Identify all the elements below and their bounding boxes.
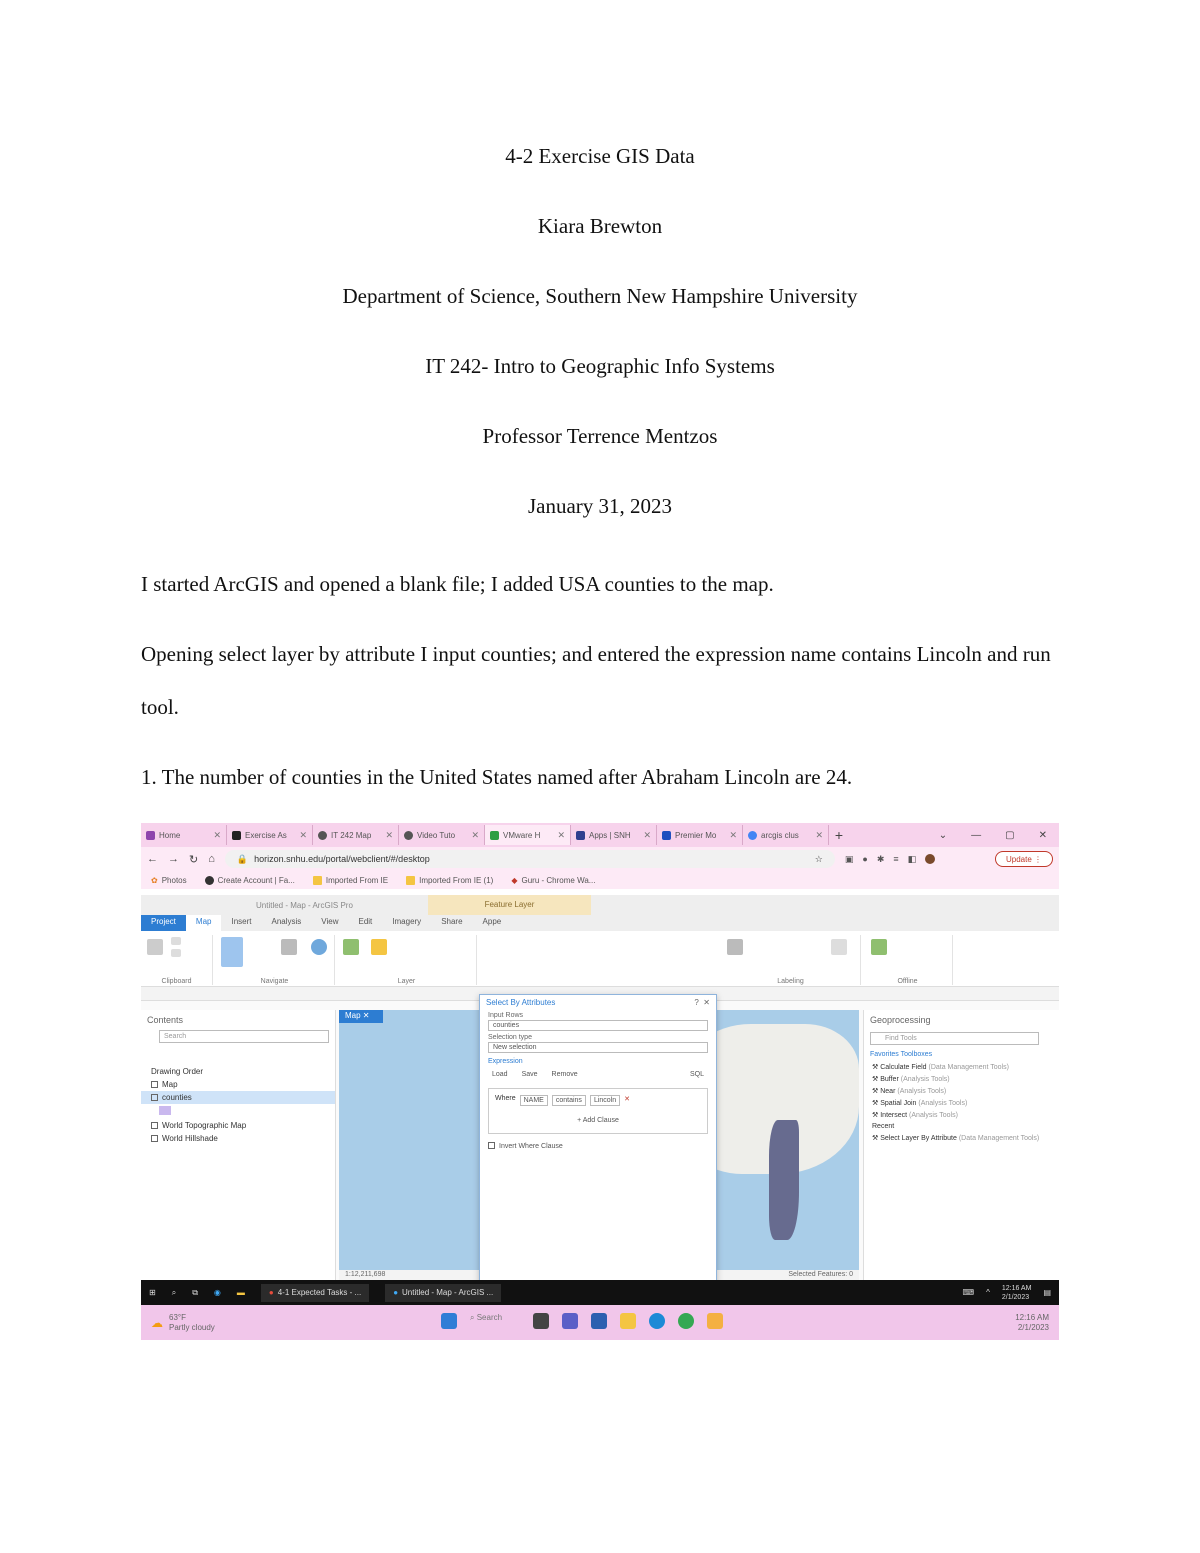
remove-button[interactable]: Remove — [551, 1071, 578, 1078]
convert-icon[interactable] — [831, 939, 847, 955]
value-input[interactable]: Lincoln — [590, 1095, 620, 1106]
extension-icon[interactable]: ▣ — [844, 853, 854, 864]
checkbox[interactable] — [151, 1135, 158, 1142]
local-taskbar — [141, 1305, 1059, 1340]
bookmark-icon — [205, 876, 214, 885]
local-clock: 12:16 AM 2/1/2023 — [1015, 1312, 1049, 1332]
contents-toolbar — [141, 1043, 335, 1065]
tab-project[interactable]: Project — [141, 915, 186, 931]
contents-pane — [141, 1010, 336, 1280]
selection-type-label: Selection type — [488, 1034, 532, 1041]
ribbon-group-navigate: Navigate — [215, 935, 335, 985]
bookmark[interactable]: Create Account | Fa... — [205, 876, 295, 885]
folder-icon — [406, 876, 415, 885]
close-icon[interactable]: ? ✕ — [694, 998, 710, 1007]
close-icon[interactable]: ✕ — [729, 829, 737, 840]
edge-icon[interactable]: ◉ — [213, 1288, 221, 1297]
close-icon[interactable]: ✕ — [643, 829, 651, 840]
tab-favicon-icon — [404, 831, 413, 840]
embedded-screenshot — [141, 823, 1059, 1340]
cut-icon[interactable] — [171, 937, 181, 945]
checkbox[interactable] — [488, 1142, 495, 1149]
remove-clause-icon[interactable]: ✕ — [624, 1096, 630, 1103]
extension-icon[interactable]: ● — [862, 853, 868, 864]
tab-favicon-icon — [490, 831, 499, 840]
copy-icon[interactable] — [171, 949, 181, 957]
course-name: IT 242- Intro to Geographic Info Systems — [425, 354, 775, 378]
close-window-icon[interactable]: ✕ — [1038, 829, 1047, 841]
find-tools-input[interactable]: Find Tools — [870, 1032, 1039, 1045]
extension-icons — [845, 854, 935, 865]
new-tab-icon[interactable]: + — [834, 827, 844, 843]
coordinate-icon[interactable] — [727, 939, 743, 955]
task-view-icon[interactable]: ⧉ — [192, 1287, 198, 1297]
hammer-icon: ⚒ — [872, 1076, 881, 1083]
clock: 12:16 AM 2/1/2023 — [1001, 1284, 1032, 1301]
load-button[interactable]: Load — [492, 1071, 508, 1078]
photos-app-icon[interactable] — [707, 1313, 723, 1329]
window-controls — [939, 830, 1059, 841]
star-icon[interactable]: ☆ — [814, 853, 823, 864]
browser-tab[interactable]: Exercise As ✕ — [227, 825, 313, 845]
system-tray — [963, 1284, 1051, 1302]
save-button[interactable]: Save — [521, 1071, 538, 1078]
browser-tab[interactable]: IT 242 Map ✕ — [313, 825, 399, 845]
select-by-attributes-dialog — [479, 994, 717, 1326]
ribbon-group-clipboard: Clipboard — [141, 935, 213, 985]
contents-search-input[interactable]: Search — [159, 1030, 329, 1043]
tab-analysis[interactable]: Analysis — [271, 917, 302, 926]
search-icon[interactable]: ⌕ — [171, 1287, 177, 1297]
close-icon[interactable]: ✕ — [299, 829, 307, 840]
chevron-up-icon[interactable]: ^ — [986, 1288, 990, 1297]
file-explorer-icon[interactable]: ▬ — [236, 1288, 245, 1297]
chrome-icon[interactable] — [678, 1313, 694, 1329]
title-block — [0, 140, 1200, 560]
expression-actions — [480, 1069, 716, 1084]
paste-icon[interactable] — [147, 939, 163, 955]
contents-header: Contents — [147, 1015, 184, 1025]
bookmark[interactable]: Imported From IE — [313, 876, 388, 885]
author-name: Kiara Brewton — [537, 214, 663, 238]
hammer-icon: ⚒ — [872, 1112, 881, 1119]
bookmark[interactable]: ◆ Guru - Chrome Wa... — [511, 875, 596, 885]
tab-favicon-icon — [232, 831, 241, 840]
expression-section: Expression — [488, 1058, 523, 1065]
tool-item[interactable]: ⚒ Near (Analysis Tools) — [872, 1088, 947, 1095]
browser-tab-active[interactable]: VMware H ✕ — [485, 825, 571, 845]
where-label: Where — [495, 1095, 516, 1102]
browser-tab[interactable]: Apps | SNH ✕ — [571, 825, 657, 845]
answer-paragraph: 1. The number of counties in the United States named after Abraham Lincoln are 24. — [141, 765, 853, 789]
recent-label: Recent — [872, 1123, 895, 1130]
back-icon[interactable]: ← — [147, 853, 158, 865]
puzzle-icon[interactable]: ✱ — [876, 853, 885, 864]
map-node[interactable]: Map — [141, 1078, 335, 1091]
sidebar-icon[interactable]: ◧ — [907, 853, 917, 864]
field-select[interactable]: NAME — [520, 1095, 548, 1106]
keyboard-icon[interactable]: ⌨ — [962, 1288, 975, 1297]
world-topo-layer[interactable]: World Topographic Map — [141, 1119, 335, 1132]
tool-item[interactable]: ⚒ Calculate Field (Data Management Tools) — [872, 1064, 1009, 1071]
weather-icon: ☁ — [151, 1315, 163, 1330]
body-paragraph-2: Opening select layer by attribute I input counties; and entered the expression name contains Lincoln and run tool. — [141, 642, 1051, 719]
ribbon-group-offline: Offline — [863, 935, 953, 985]
media-icon[interactable]: ≡ — [893, 853, 899, 864]
update-button[interactable]: Update ⋮ — [995, 851, 1053, 867]
browser-tab-strip — [141, 823, 1059, 847]
reload-icon[interactable]: ↻ — [189, 853, 199, 866]
go-to-xy-icon[interactable] — [311, 939, 327, 955]
weather-widget[interactable]: 63°F Partly cloudy — [169, 1312, 215, 1332]
map-view-tab[interactable]: Map ✕ — [339, 1010, 383, 1023]
add-clause-button[interactable]: + Add Clause — [577, 1117, 619, 1124]
tab-map[interactable]: Map — [186, 915, 222, 931]
guru-icon: ◆ — [511, 875, 518, 885]
clause-builder — [488, 1088, 708, 1134]
taskbar-center — [441, 1313, 723, 1329]
tab-insert[interactable]: Insert — [231, 917, 252, 926]
url-field[interactable]: 🔒 horizon.snhu.edu/portal/webclient/#/desktop ☆ — [225, 850, 835, 868]
address-bar — [141, 847, 1059, 871]
minimize-icon[interactable]: — — [971, 829, 982, 841]
browser-tab[interactable]: Premier Mo ✕ — [657, 825, 743, 845]
checkbox[interactable] — [151, 1122, 158, 1129]
invert-checkbox[interactable]: Invert Where Clause — [480, 1138, 716, 1154]
document-title: 4-2 Exercise GIS Data — [505, 144, 695, 168]
counties-layer[interactable]: counties — [141, 1091, 335, 1104]
file-explorer-icon[interactable] — [620, 1313, 636, 1329]
tab-favicon-icon — [662, 831, 671, 840]
input-rows-select[interactable]: counties — [488, 1020, 708, 1031]
dialog-title: Select By Attributes ? ✕ — [486, 998, 710, 1007]
checkbox[interactable] — [151, 1081, 158, 1088]
bookmarks-icon[interactable] — [281, 939, 297, 955]
windows-start-icon[interactable] — [441, 1313, 457, 1329]
tab-imagery[interactable]: Imagery — [392, 917, 422, 926]
chrome-icon: ● — [268, 1288, 274, 1297]
chevron-down-icon[interactable]: ⌄ — [938, 829, 948, 841]
tab-share[interactable]: Share — [441, 917, 463, 926]
where-clause — [495, 1095, 630, 1106]
drawing-order-label: Drawing Order — [151, 1067, 204, 1076]
windows-start-icon[interactable]: ⊞ — [149, 1288, 156, 1297]
folder-icon — [313, 876, 322, 885]
close-icon[interactable]: ✕ — [557, 829, 565, 840]
feature-layer-context-tab[interactable]: Feature Layer — [428, 895, 591, 915]
close-icon[interactable]: ✕ — [385, 829, 393, 840]
taskbar-app[interactable]: ● 4-1 Expected Tasks - ... — [261, 1284, 369, 1302]
ribbon-group-layer: Layer — [337, 935, 477, 985]
app-title-bar — [141, 895, 1059, 915]
geoprocessing-header: Geoprocessing — [870, 1015, 931, 1025]
arcgis-window — [141, 895, 1059, 1280]
selected-count: Selected Features: 0 — [788, 1271, 853, 1278]
tab-view[interactable]: View — [321, 917, 339, 926]
hammer-icon: ⚒ — [872, 1100, 881, 1107]
taskbar-app[interactable]: ● Untitled - Map - ArcGIS ... — [385, 1284, 501, 1302]
ribbon — [141, 931, 1059, 987]
ribbon-group-labeling: Labeling — [721, 935, 861, 985]
maximize-icon[interactable]: ▢ — [1005, 829, 1015, 841]
symbol-swatch — [159, 1106, 171, 1115]
layer-symbol — [141, 1104, 335, 1119]
recent-tool-item[interactable]: ⚒ Select Layer By Attribute (Data Management Tools) — [872, 1135, 1040, 1142]
tab-appearance[interactable]: Appe — [482, 917, 502, 926]
ribbon-tabs — [141, 915, 1059, 931]
sql-toggle[interactable]: SQL — [689, 1071, 704, 1078]
app-title: Untitled - Map - ArcGIS Pro — [256, 901, 353, 910]
teams-icon[interactable] — [562, 1313, 578, 1329]
add-data-icon[interactable] — [371, 939, 387, 955]
browser-tab[interactable]: arcgis clus ✕ — [743, 825, 829, 845]
download-map-icon[interactable] — [871, 939, 887, 955]
close-icon[interactable]: ✕ — [815, 829, 823, 840]
tool-item[interactable]: ⚒ Buffer (Analysis Tools) — [872, 1076, 950, 1083]
avatar[interactable] — [925, 854, 935, 864]
input-rows-label: Input Rows — [488, 1012, 524, 1019]
tab-favicon-icon — [146, 831, 155, 840]
operator-select[interactable]: contains — [552, 1095, 586, 1106]
professor-name: Professor Terrence Mentzos — [482, 424, 718, 448]
selection-type-select[interactable]: New selection — [488, 1042, 708, 1053]
hammer-icon: ⚒ — [872, 1135, 881, 1142]
geoprocessing-pane — [863, 1010, 1059, 1280]
photos-icon: ✿ — [151, 875, 158, 885]
forward-icon[interactable]: → — [168, 853, 179, 865]
document-date: January 31, 2023 — [527, 494, 673, 518]
tab-edit[interactable]: Edit — [358, 917, 373, 926]
bookmark[interactable]: ✿ Photos — [151, 875, 187, 885]
bookmark[interactable]: Imported From IE (1) — [406, 876, 493, 885]
explore-icon[interactable] — [221, 937, 243, 967]
browser-tab[interactable]: Video Tuto ✕ — [399, 825, 485, 845]
tab-favicon-icon — [748, 831, 757, 840]
bookmarks-bar — [141, 871, 1059, 889]
tool-item[interactable]: ⚒ Spatial Join (Analysis Tools) — [872, 1100, 968, 1107]
arcgis-icon: ● — [393, 1288, 399, 1297]
close-icon[interactable]: ✕ — [471, 829, 479, 840]
notification-icon[interactable]: ▤ — [1043, 1288, 1051, 1297]
hammer-icon: ⚒ — [872, 1064, 881, 1071]
lock-icon: 🔒 — [236, 853, 249, 864]
home-icon[interactable]: ⌂ — [208, 853, 215, 865]
basemap-icon[interactable] — [343, 939, 359, 955]
tab-favicon-icon — [318, 831, 327, 840]
browser-tab[interactable]: Home ✕ — [141, 825, 227, 845]
remote-taskbar — [141, 1280, 1059, 1305]
task-view-icon[interactable] — [533, 1313, 549, 1329]
edge-icon[interactable] — [649, 1313, 665, 1329]
store-icon[interactable] — [591, 1313, 607, 1329]
tab-favicon-icon — [576, 831, 585, 840]
selected-counties — [769, 1120, 799, 1240]
body-paragraph-1: I started ArcGIS and opened a blank file; I added USA counties to the map. — [141, 572, 774, 596]
map-scale[interactable]: 1:12,211,698 — [345, 1271, 386, 1278]
world-hillshade-layer[interactable]: World Hillshade — [141, 1132, 335, 1145]
checkbox[interactable] — [151, 1094, 158, 1101]
taskbar-search[interactable]: ⌕ Search — [470, 1313, 503, 1322]
geo-tabs[interactable]: Favorites Toolboxes — [870, 1051, 933, 1058]
hammer-icon: ⚒ — [872, 1088, 881, 1095]
department: Department of Science, Southern New Hampshire University — [342, 284, 858, 308]
close-icon[interactable]: ✕ — [213, 829, 221, 840]
tool-item[interactable]: ⚒ Intersect (Analysis Tools) — [872, 1112, 958, 1119]
